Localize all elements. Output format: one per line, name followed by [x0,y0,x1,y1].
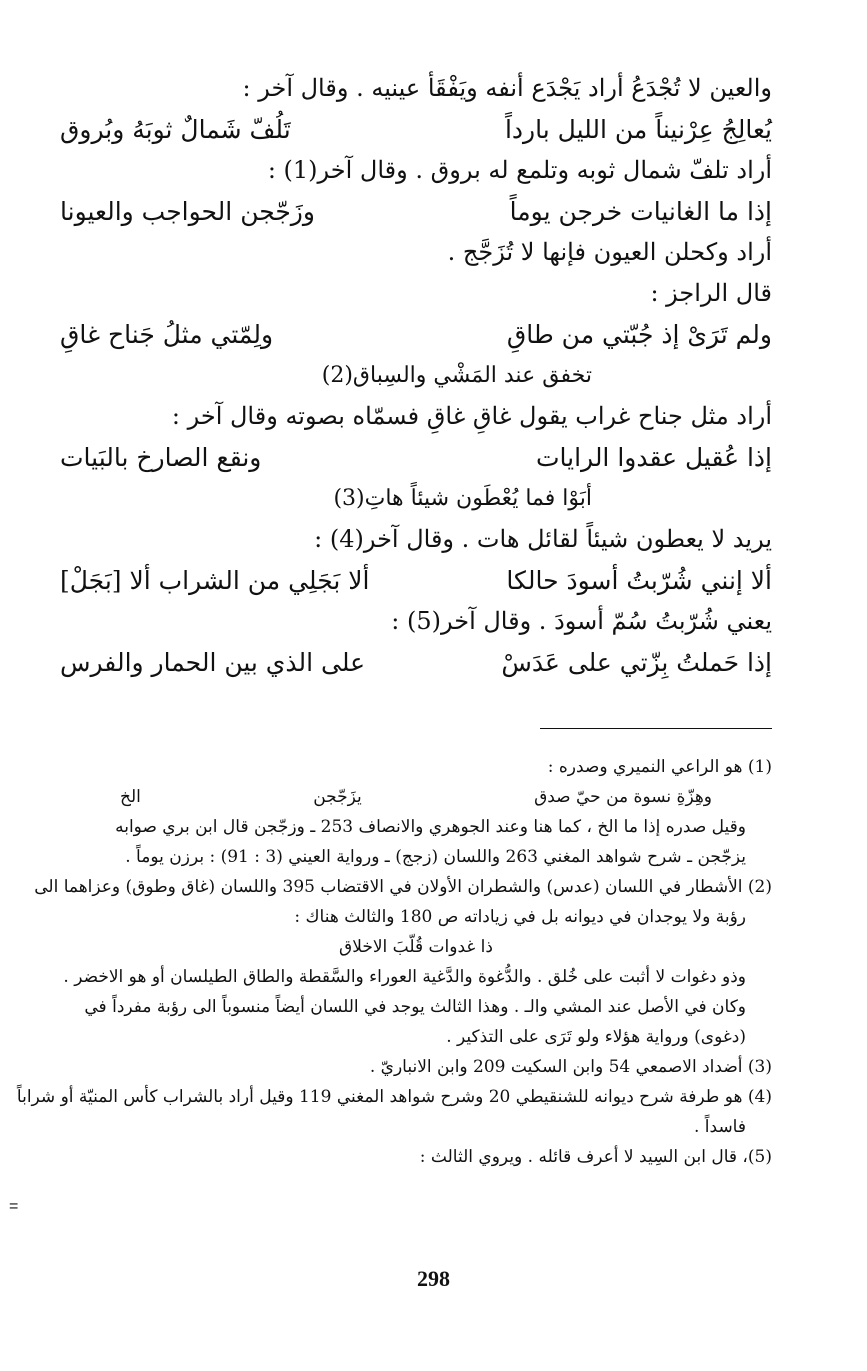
verse-first-hemistich: إذا حَملتُ بِزّتي على عَدَسْ [501,648,772,677]
footnote-line: يزجّجن ـ شرح شواهد المغني 263 واللسان (زجج) ـ ورواية العيني (3 : 91) : برزن يوماً . [125,847,746,867]
text-line: يريد لا يعطون شيئاً لقائل هات . وقال آخر(4) : [314,525,772,553]
text-line: والعين لا تُجْدَعُ أراد يَجْدَع أنفه ويَفْقَأ عينيه . وقال آخر : [242,74,772,102]
footnotes [16,752,772,1172]
verse-second-hemistich: تَلُفّ شَمالٌ ثوبَهُ وبُروق [60,115,291,144]
verse-first-hemistich: إذا عُقيل عقدوا الرايات [535,443,772,472]
text-line: يعني شُرّبتُ سُمّ أسودَ . وقال آخر(5) : [391,607,772,635]
footnote-1: (1) هو الراعي النميري وصدره : [547,757,772,777]
margin-mark: = [9,1198,19,1215]
footnote-4: (4) هو طرفة شرح ديوانه للشنقيطي 20 وشرح شواهد المغني 119 وقيل أراد بالشراب كأس المنيّة أو شراباً [16,1087,772,1107]
verse-line [60,560,772,601]
verse-second-hemistich: ونقع الصارخ بالبَيات [60,443,262,472]
footnote-line: رؤبة ولا يوجدان في ديوانه بل في زياداته ص 180 والثالث هناك : [294,907,746,927]
footnote-5: (5)، قال ابن السِيد لا أعرف قائله . ويروي الثالث : [419,1147,772,1167]
footnote-line: وكان في الأصل عند المشي والـ . وهذا الثالث يوجد في اللسان أيضاً منسوباً الى رؤبة مفرداً في [84,997,746,1017]
verse-second-hemistich: ولِمّتي مثلُ جَناح غاقِ [60,320,274,349]
page-number: 298 [417,1266,450,1291]
footnote-line: وقيل صدره إذا ما الخ ، كما هنا وعند الجوهري والانصاف 253 ـ وزجّجن قال ابن بري صوابه [115,817,746,837]
text-line: قال الراجز : [650,279,772,307]
verse-line [60,314,772,355]
verse-line [60,191,772,232]
verse-second-hemistich: على الذي بين الحمار والفرس [60,648,366,677]
verse-single-line: تخفق عند المَشْي والسِباق(2) [321,363,592,388]
verse-first-hemistich: يُعالِجُ عِرْنيناً من الليل بارداً [504,115,772,144]
footnote-3: (3) أضداد الاصمعي 54 وابن السكيت 209 وابن الانباريّ . [369,1057,772,1077]
main-text [60,68,772,683]
text-line: أراد وكحلن العيون فإنها لا تُزَجَّج . [447,238,772,266]
text-line: أراد مثل جناح غراب يقول غاقِ غاقِ فسمّاه بصوته وقال آخر : [171,402,772,430]
footnote-line: وذو دغوات لا أثبت على خُلق . والدُّغوة والدَّغية العوراء والسَّقطة والطاق الطيلسان أو هو الاخضر . [63,967,746,987]
verse-line [60,642,772,683]
verse-line [60,109,772,150]
footnote-line: فاسداً . [693,1117,746,1137]
text-line: أراد تلفّ شمال ثوبه وتلمع له بروق . وقال آخر(1) : [267,156,772,184]
footnote-line: (دغوى) ورواية هؤلاء ولو تَرَى على التذكير . [446,1027,746,1047]
verse-first-hemistich: إذا ما الغانيات خرجن يوماً [509,197,772,226]
footnote-2: (2) الأشطار في اللسان (عدس) والشطران الأولان في الاقتضاب 395 واللسان (غاق وطوق) وعزاهما الى [34,877,772,897]
verse-second-hemistich: ألا بَجَلِي من الشراب ألا [بَجَلْ] [60,566,370,595]
footnote-verse-part: يزَجّجن [313,787,362,807]
footnote-verse-part: وهِزّةِ نسوة من حيّ صدق [534,787,712,807]
verse-second-hemistich: وزَجّجن الحواجب والعيونا [60,197,315,226]
footnote-quote: ذا غدوات قُلّبَ الاخلاق [339,937,493,957]
footnote-verse [60,782,772,812]
verse-line [60,437,772,478]
verse-first-hemistich: ولم تَرَىْ إذ جُبّتي من طاقِ [506,320,772,349]
verse-single-line: أبَوْا فما يُعْطَون شيئاً هاتِ(3) [333,486,592,511]
footnote-verse-part: الخ [120,787,141,807]
footnote-divider [540,728,772,729]
verse-first-hemistich: ألا إنني شُرّبتُ أسودَ حالكا [506,566,772,595]
